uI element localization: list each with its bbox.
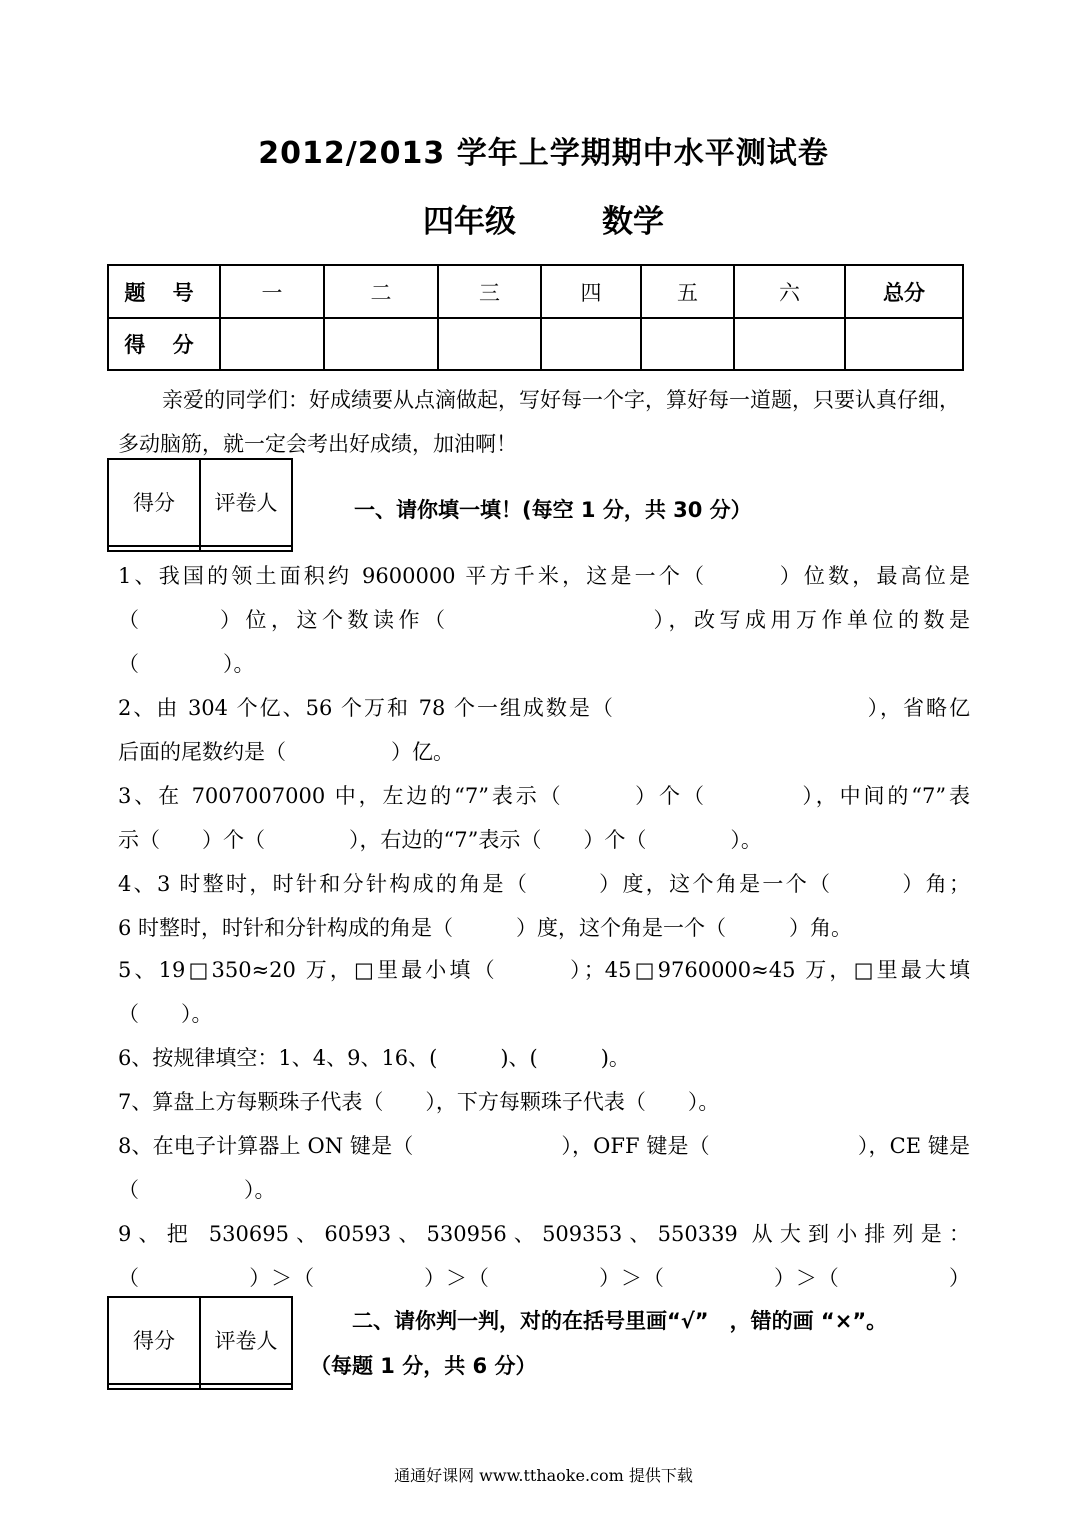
question-line: （ ）。: [118, 1178, 276, 1202]
question-3: [118, 774, 970, 862]
footer: 通通好课网 www.tthaoke.com 提供下载: [394, 1466, 693, 1485]
question-2: [118, 686, 970, 774]
intro-line-1: 亲爱的同学们：好成绩要从点滴做起，写好每一个字，算好每一道题，只要认真仔细，: [162, 388, 960, 412]
question-line: 9、把 530695、60593、530956、509353、550339 从大到小排列是：: [118, 1222, 970, 1246]
question-line: 5、19□350≈20 万，□里最小填（ ）；45□9760000≈45 万，□里最大填: [118, 958, 970, 982]
question-line: 6、按规律填空：1、4、9、16、( )、( )。: [118, 1046, 630, 1070]
score-col-4: 四: [541, 265, 641, 318]
grader-name-cell: [200, 546, 292, 551]
exam-title: 2012/2013 学年上学期期中水平测试卷: [258, 136, 829, 171]
score-cell-4: [541, 318, 641, 370]
score-col-2: 二: [324, 265, 438, 318]
exam-subtitle: [0, 196, 1087, 241]
question-line: （ ）位，这个数读作（ ），改写成用万作单位的数是: [118, 608, 970, 632]
question-8: [118, 1124, 970, 1212]
question-line: 6 时整时，时针和分针构成的角是（ ）度，这个角是一个（ ）角。: [118, 916, 853, 940]
question-line: 2、由 304 个亿、56 个万和 78 个一组成数是（ ），省略亿: [118, 696, 970, 720]
grader-score-cell: [108, 1384, 200, 1389]
intro-line-2: 多动脑筋，就一定会考出好成绩，加油啊！: [118, 432, 517, 456]
grader-score-label: 得分: [108, 1297, 200, 1384]
question-7: [118, 1080, 970, 1124]
question-line: 3、在 7007007000 中，左边的“7”表示（ ）个（ ），中间的“7”表: [118, 784, 970, 808]
subject-label: 数学: [602, 204, 664, 240]
question-line: 后面的尾数约是（ ）亿。: [118, 740, 454, 764]
question-line: 1、我国的领土面积约 9600000 平方千米，这是一个（ ）位数，最高位是: [118, 564, 970, 588]
score-cell-2: [324, 318, 438, 370]
grader-name-label: 评卷人: [200, 459, 292, 546]
score-table: [107, 264, 964, 371]
grader-score-label: 得分: [108, 459, 200, 546]
score-col-1: 一: [220, 265, 324, 318]
question-line: 示（ ）个（ ），右边的“7”表示（ ）个（ ）。: [118, 828, 762, 852]
section2-heading-line2: （每题 1 分，共 6 分）: [310, 1354, 537, 1378]
question-line: 7、算盘上方每颗珠子代表（ ），下方每颗珠子代表（ ）。: [118, 1090, 720, 1114]
grade-label: 四年级: [423, 204, 516, 240]
question-line: （ ）＞（ ）＞（ ）＞（ ）＞（ ）: [118, 1266, 970, 1290]
question-line: 8、在电子计算器上 ON 键是（ ），OFF 键是（ ），CE 键是: [118, 1134, 970, 1158]
score-table-row2-label: 得 分: [108, 318, 220, 370]
question-line: 4、3 时整时，时针和分针构成的角是（ ）度，这个角是一个（ ）角；: [118, 872, 970, 896]
score-col-6: 六: [734, 265, 845, 318]
score-cell-3: [438, 318, 541, 370]
question-5: [118, 948, 970, 1036]
section1-heading: 一、请你填一填！(每空 1 分，共 30 分）: [354, 498, 752, 522]
score-cell-total: [845, 318, 963, 370]
grader-score-cell: [108, 546, 200, 551]
question-6: [118, 1036, 970, 1080]
score-cell-6: [734, 318, 845, 370]
grader-box-section2: [107, 1296, 293, 1390]
score-total-label: 总分: [845, 265, 963, 318]
score-cell-5: [641, 318, 734, 370]
question-1: [118, 554, 970, 686]
score-cell-1: [220, 318, 324, 370]
score-col-3: 三: [438, 265, 541, 318]
grader-name-cell: [200, 1384, 292, 1389]
score-col-5: 五: [641, 265, 734, 318]
grader-box-section1: [107, 458, 293, 552]
score-table-row1-label: 题 号: [108, 265, 220, 318]
question-9: [118, 1212, 970, 1300]
section2-heading-line1: 二、请你判一判，对的在括号里画“√” ，错的画 “×”。: [352, 1309, 888, 1333]
question-line: （ ）。: [118, 652, 255, 676]
grader-name-label: 评卷人: [200, 1297, 292, 1384]
question-line: （ ）。: [118, 1002, 213, 1026]
question-4: [118, 862, 970, 950]
